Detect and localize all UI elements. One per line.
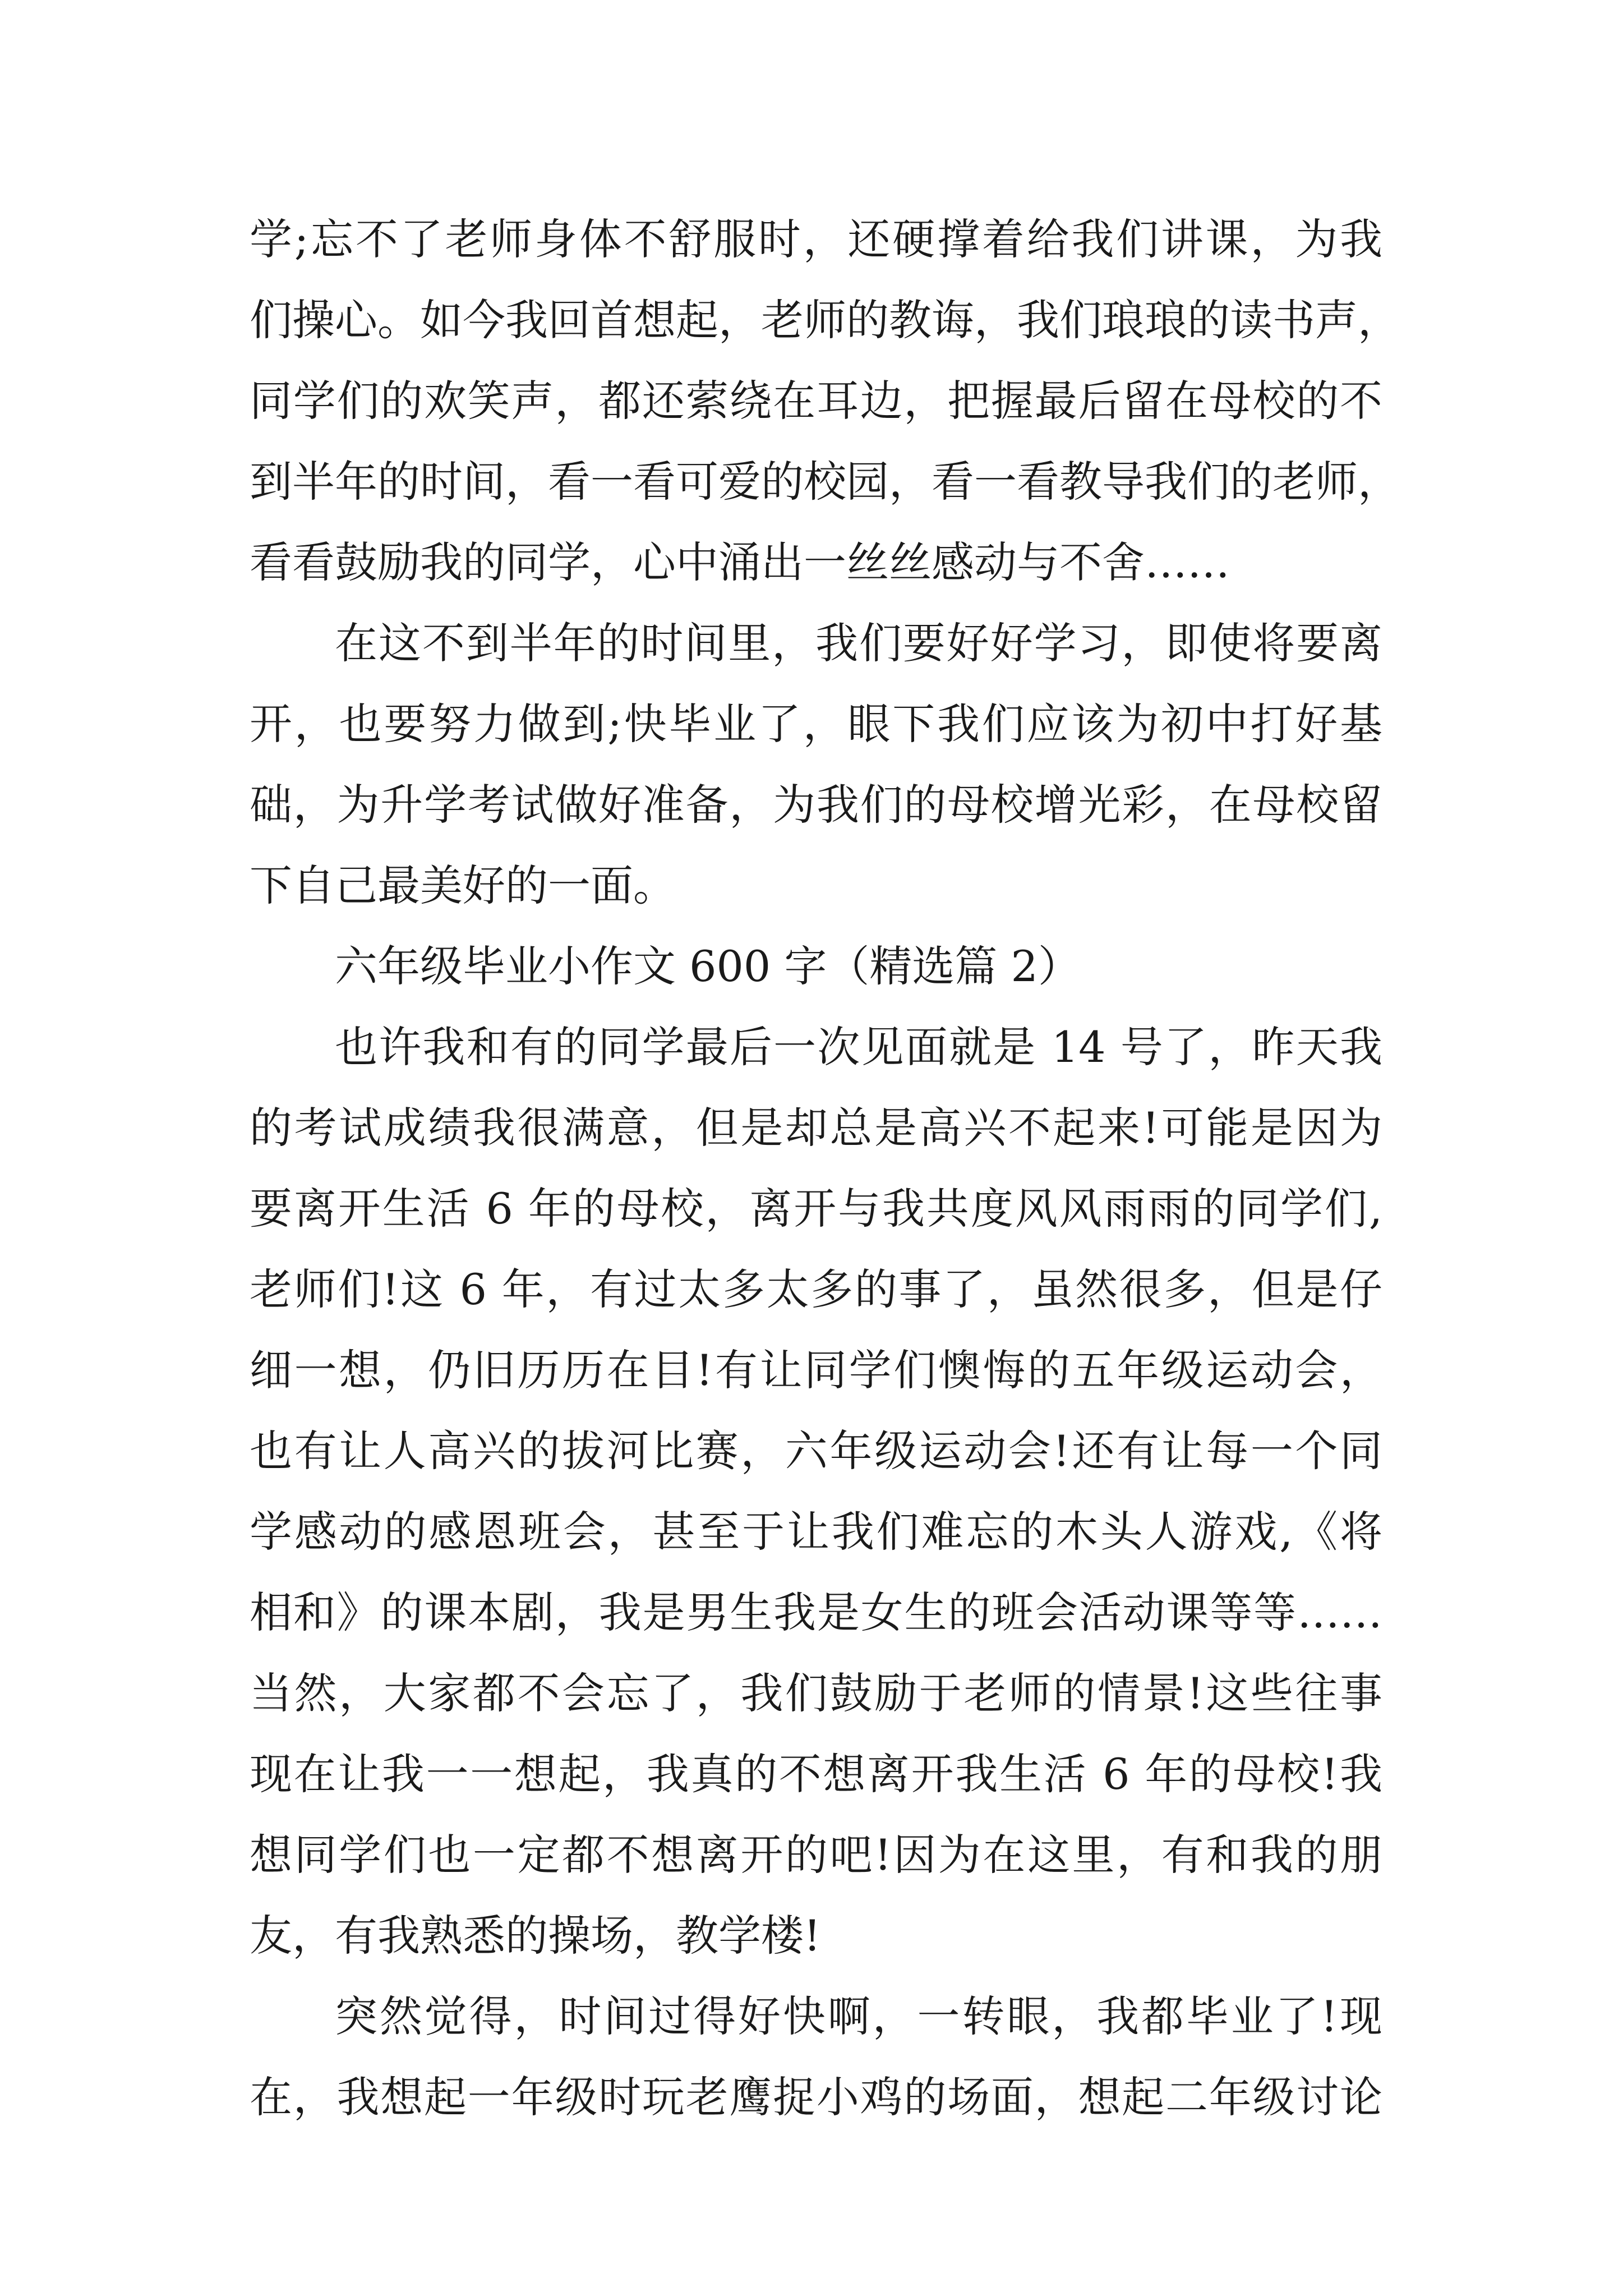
- text-line: 在这不到半年的时间里，我们要好好学习，即使将要离: [335, 618, 1382, 668]
- text-line: 下自己最美好的一面。: [250, 861, 676, 910]
- text-line: 当然，大家都不会忘了，我们鼓励于老师的情景!这些往事: [250, 1668, 1382, 1718]
- text-line: 友，有我熟悉的操场，教学楼!: [250, 1911, 821, 1961]
- text-line: 想同学们也一定都不想离开的吧!因为在这里，有和我的朋: [250, 1830, 1382, 1880]
- text-line: 六年级毕业小作文 600 字（精选篇 2）: [335, 941, 1081, 991]
- text-line: 学感动的感恩班会，甚至于让我们难忘的木头人游戏,《将: [250, 1507, 1382, 1557]
- text-line: 在，我想起一年级时玩老鹰捉小鸡的场面，想起二年级讨论: [250, 2072, 1382, 2122]
- text-line: 也许我和有的同学最后一次见面就是 14 号了，昨天我: [335, 1022, 1382, 1072]
- text-line: 到半年的时间，看一看可爱的校园，看一看教导我们的老师，: [250, 457, 1400, 507]
- text-line: 要离开生活 6 年的母校，离开与我共度风风雨雨的同学们,: [250, 1184, 1382, 1234]
- text-line: 也有让人高兴的拔河比赛，六年级运动会!还有让每一个同: [250, 1426, 1382, 1476]
- text-line: 老师们!这 6 年，有过太多太多的事了，虽然很多，但是仔: [250, 1264, 1382, 1314]
- text-line: 开，也要努力做到;快毕业了，眼下我们应该为初中打好基: [250, 699, 1382, 749]
- text-line: 突然觉得，时间过得好快啊，一转眼，我都毕业了!现: [335, 1991, 1382, 2041]
- text-line: 现在让我一一想起，我真的不想离开我生活 6 年的母校!我: [250, 1749, 1382, 1799]
- text-line: 础，为升学考试做好准备，为我们的母校增光彩，在母校留: [250, 780, 1382, 830]
- text-line: 们操心。如今我回首想起，老师的教诲，我们琅琅的读书声，: [250, 295, 1400, 345]
- text-line: 同学们的欢笑声，都还萦绕在耳边，把握最后留在母校的不: [250, 376, 1382, 426]
- text-line: 看看鼓励我的同学，心中涌出一丝丝感动与不舍……: [250, 537, 1230, 587]
- text-line: 的考试成绩我很满意，但是却总是高兴不起来!可能是因为: [250, 1103, 1382, 1153]
- document-body: [250, 199, 1400, 2138]
- text-line: 学;忘不了老师身体不舒服时，还硬撑着给我们讲课，为我: [250, 214, 1382, 264]
- text-line: 相和》的课本剧，我是男生我是女生的班会活动课等等……: [250, 1588, 1382, 1637]
- text-line: 细一想，仍旧历历在目!有让同学们懊悔的五年级运动会，: [250, 1345, 1382, 1395]
